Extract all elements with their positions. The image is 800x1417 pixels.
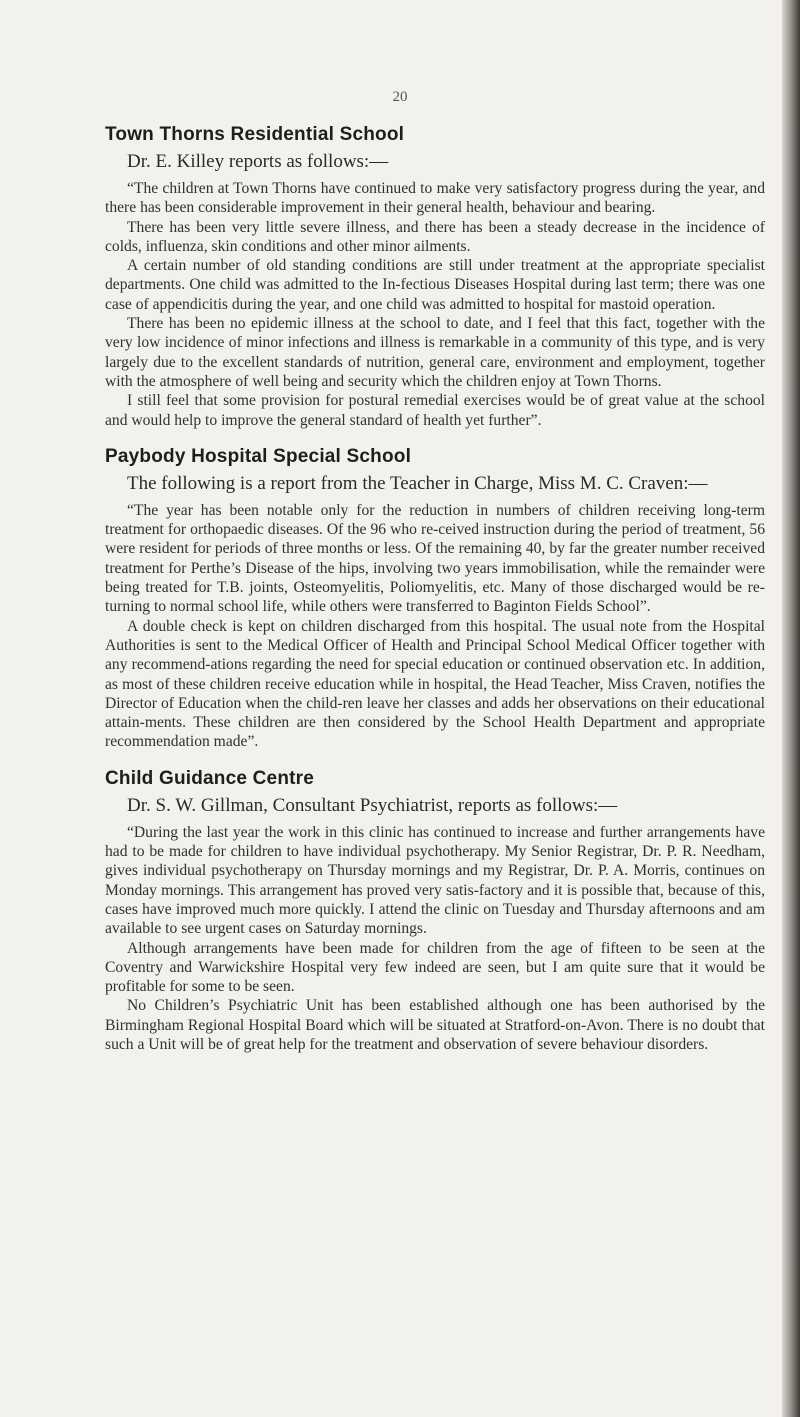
section-lead: The following is a report from the Teacher in Charge, Miss M. C. Craven:— (127, 472, 708, 494)
paragraph: I still feel that some provision for postural remedial exercises would be of great value at the school and would help to improve the general standard of health yet further”. (105, 392, 765, 429)
paragraph: A certain number of old standing conditions are still under treatment at the appropriate specialist departments. One child was admitted to the In-fectious Diseases Hospital during last term; there was one case of appendicitis during the year, and one child was admitted to hospital for mastoid operation. (105, 257, 765, 313)
section-heading: Child Guidance Centre (105, 767, 315, 789)
section-lead: Dr. E. Killey reports as follows:— (127, 151, 389, 172)
section-heading: Paybody Hospital Special School (105, 445, 412, 467)
page-edge-shadow (782, 0, 800, 1417)
paragraph: “The year has been notable only for the reduction in numbers of children receiving long-term treatment for orthopaedic diseases. Of the 96 who re-ceived instruction during the period of treatment, 56 were resident for periods of three months or less. Of the remaining 40, by far the greater number received treatment for Perthe’s Disease of the hips, involving two years immobilisation, while the remainder were being treated for T.B. joints, Osteomyelitis, Poliomyelitis, etc. Many of those discharged would be re-turning to normal school life, while others were transferred to Baginton Fields School”. (105, 501, 765, 616)
paragraph: A double check is kept on children discharged from this hospital. The usual note from the Hospital Authorities is sent to the Medical Officer of Health and Principal School Medical Officer together with any recommend-ations regarding the need for special education or continued observation etc. In addition, as most of these children receive education while in hospital, the Head Teacher, Miss Craven, notifies the Director of Education when the child-ren leave her classes and adds her observations on their educational attain-ments. These children are then considered by the School Health Department and appropriate recommendation made”. (105, 617, 765, 751)
paragraph: There has been very little severe illness, and there has been a steady decrease in the incidence of colds, influenza, skin conditions and other minor ailments. (105, 218, 765, 255)
section-paybody (105, 446, 765, 752)
section-heading: Town Thorns Residential School (105, 124, 405, 145)
paragraph: There has been no epidemic illness at the school to date, and I feel that this fact, together with the very low incidence of minor infections and illness is remarkable in a community of this type, and is very largely due to the excellent standards of nutrition, general care, environment and employment, together with the atmosphere of well being and security which the children enjoy at Town Thorns. (105, 315, 765, 390)
paragraph: “The children at Town Thorns have continued to make very satisfactory progress during the year, and there has been considerable improvement in their general health, behaviour and bearing. (105, 180, 765, 217)
section-child-guidance (105, 768, 765, 1055)
paragraph: No Children’s Psychiatric Unit has been established although one has been authorised by the Birmingham Regional Hospital Board which will be situated at Stratford-on-Avon. There is no doubt that such a Unit will be of great help for the treatment and observation of severe behaviour disorders. (105, 997, 765, 1053)
paragraph: “During the last year the work in this clinic has continued to increase and further arrangements have had to be made for children to have individual psychotherapy. My Senior Registrar, Dr. P. R. Needham, gives individual psychotherapy on Thursday mornings and my Registrar, Dr. P. A. Morris, continues on Monday mornings. This arrangement has proved very satis-factory and it is possible that, because of this, cases have improved much more quickly. I attend the clinic on Tuesday and Thursday afternoons and am available to see urgent cases on Saturday mornings. (105, 823, 765, 938)
section-lead: Dr. S. W. Gillman, Consultant Psychiatrist, reports as follows:— (127, 794, 618, 816)
page-number: 20 (392, 89, 408, 105)
section-town-thorns (105, 124, 765, 430)
paragraph: Although arrangements have been made for children from the age of fifteen to be seen at the Coventry and Warwickshire Hospital very few indeed are seen, but I am quite sure that it would be profitable for some to be seen. (105, 939, 765, 996)
document-body (105, 124, 765, 1070)
